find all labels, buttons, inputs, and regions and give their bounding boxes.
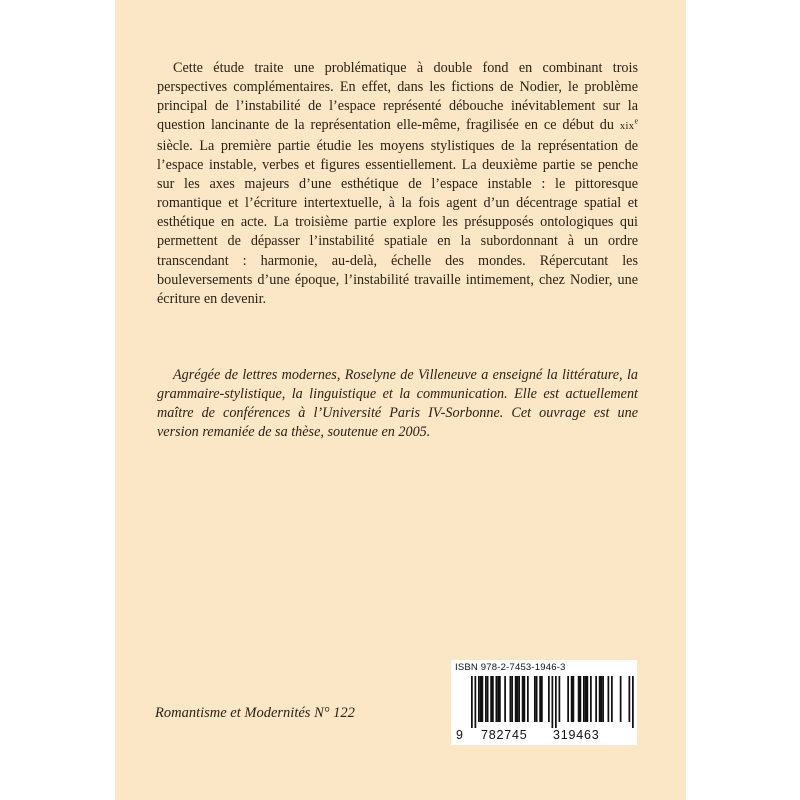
barcode-bar — [518, 676, 520, 722]
barcode-bar — [587, 676, 589, 722]
barcode-bar — [482, 676, 484, 722]
barcode-digit-first: 9 — [456, 728, 464, 742]
barcode-bar — [629, 676, 631, 722]
author-bio: Agrégée de lettres modernes, Roselyne de Villeneuve a enseigné la littérature, la grammaire-stylistique, la linguistique et la communication. Elle est actuellement maître de conférences à l’Université Paris IV-Sorbonne. Cet ouvrage est une version remaniée de sa thèse, soutenue en 2005. — [157, 367, 638, 441]
barcode-bar — [571, 676, 573, 722]
barcode-bar — [585, 676, 587, 722]
barcode-bar — [480, 676, 482, 722]
barcode-bars — [455, 676, 635, 728]
book-abstract — [157, 59, 638, 309]
barcode-bar — [611, 676, 613, 722]
barcode-bar — [541, 676, 543, 722]
barcode-bar — [548, 676, 550, 722]
barcode-bar — [522, 676, 524, 722]
barcode-bar — [552, 676, 554, 728]
barcode-bar — [578, 676, 580, 722]
barcode-bar — [475, 676, 477, 728]
barcode-digits-group2: 319463 — [553, 728, 600, 742]
barcode-bar — [515, 676, 517, 722]
barcode-bar — [504, 676, 506, 722]
barcode-bar — [595, 676, 597, 722]
barcode-bar — [559, 676, 561, 722]
barcode-bar — [517, 676, 519, 722]
barcode-bar — [534, 676, 536, 722]
isbn-label: ISBN 978-2-7453-1946-3 — [455, 662, 566, 673]
barcode-bar — [497, 676, 499, 722]
barcode-bar — [490, 676, 492, 722]
barcode-bar — [555, 676, 557, 728]
barcode-bar — [524, 676, 526, 722]
barcode-bar — [492, 676, 494, 722]
century-superscript: e — [634, 116, 638, 126]
barcode-bar — [567, 676, 569, 722]
barcode-bar — [599, 676, 601, 722]
barcode-bar — [573, 676, 575, 722]
abstract-text-part1: Cette étude traite une problématique à double fond en combinant trois perspectives complémentaires. En effet, dans les fictions de Nodier, le problème principal de l’instabilité de l’espace représenté débouche inévitablement sur la question lancinante de la représentation elle-même, fragilisée en ce début du — [157, 60, 638, 134]
barcode-bar — [583, 676, 585, 722]
barcode-bar — [487, 676, 489, 722]
series-title: Romantisme et Modernités N° 122 — [155, 705, 355, 721]
barcode-bar — [527, 676, 529, 722]
barcode-bar — [632, 676, 634, 728]
barcode-bar — [580, 676, 582, 722]
barcode-digits-group1: 782745 — [481, 728, 528, 742]
barcode-bar — [620, 676, 622, 722]
abstract-text-part2: siècle. La première partie étudie les moyens stylistiques de la représentation de l’espace instable, verbes et figures essentiellement. La deuxième partie se penche sur les axes majeurs d’une esthétique de l’espace instable : le pittoresque romantique et l’écriture intertextuelle, à la fois agent d’un décentrage spatial et esthétique en acte. La troisième partie explore les présupposés ontologiques qui permettent de dépasser l’instabilité spatiale en la subordonnant à un ordre transcendant : harmonie, au-delà, échelle des mondes. Répercutant les bouleversements d’une époque, l’instabilité travaille intimement, chez Nodier, une écriture en devenir. — [157, 137, 638, 307]
barcode-bar — [601, 676, 603, 722]
barcode-bar — [539, 676, 541, 722]
barcode-bar — [471, 676, 473, 728]
century-numeral: xix — [619, 121, 635, 133]
barcode-bar — [496, 676, 498, 722]
barcode-bar — [510, 676, 512, 722]
barcode-bar — [536, 676, 538, 722]
barcode-bar — [478, 676, 480, 722]
barcode-bar — [608, 676, 610, 722]
barcode-bar — [485, 676, 487, 722]
barcode-bar — [511, 676, 513, 722]
barcode-bar — [499, 676, 501, 722]
barcode-bar — [602, 676, 604, 722]
barcode-bar — [590, 676, 592, 722]
